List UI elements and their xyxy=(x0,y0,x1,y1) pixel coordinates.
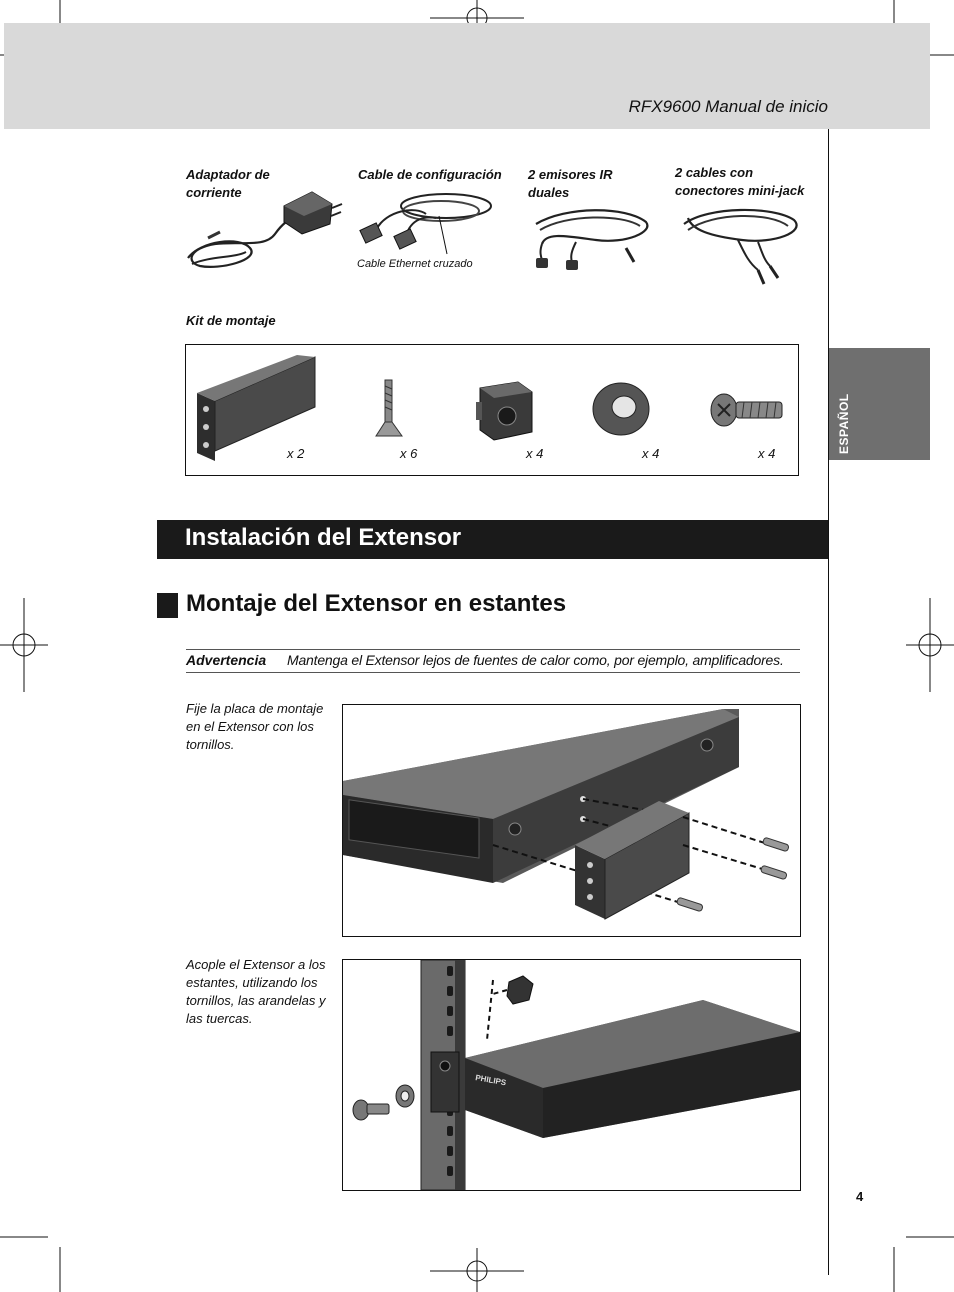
subsection-marker xyxy=(157,593,178,618)
flat-screw-icon xyxy=(374,378,404,440)
rack-drawing xyxy=(343,960,800,1190)
warning-label: Advertencia xyxy=(186,652,267,668)
cage-nut-icon xyxy=(474,378,536,442)
subsection-heading: Montaje del Extensor en estantes xyxy=(186,590,567,617)
power-adapter-icon xyxy=(180,186,350,276)
manual-title: RFX9600 Manual de inicio xyxy=(628,97,828,116)
kit-quantity: x 2 xyxy=(287,446,305,461)
step-caption: Fije la placa de montaje en el Extensor con los tornillos. xyxy=(186,701,324,752)
page-number: 4 xyxy=(856,1189,864,1204)
washer-icon xyxy=(590,378,652,440)
step-caption: Acople el Extensor a los estantes, utilizando los tornillos, las arandelas y las tuercas. xyxy=(186,957,326,1026)
bracket-attach-illustration xyxy=(342,704,801,937)
right-margin-rule xyxy=(828,129,829,1275)
rack-mount-illustration xyxy=(342,959,801,1191)
kit-quantity: x 4 xyxy=(526,446,544,461)
language-tab-label: ESPAÑOL xyxy=(837,393,851,454)
config-cable-icon xyxy=(356,186,501,256)
accessory-label: 2 emisores IR duales xyxy=(528,167,613,200)
accessory-label: Cable de configuración xyxy=(358,167,502,182)
extender-device-drawing xyxy=(343,705,800,936)
mini-jack-cable-icon xyxy=(678,204,808,290)
kit-quantity: x 4 xyxy=(642,446,660,461)
section-heading: Instalación del Extensor xyxy=(185,524,462,551)
device-brand: PHILIPS xyxy=(474,1073,507,1088)
kit-quantity: x 6 xyxy=(400,446,418,461)
ir-emitter-icon xyxy=(526,204,656,276)
warning-text: Mantenga el Extensor lejos de fuentes de calor como, por ejemplo, amplificadores. xyxy=(287,652,784,668)
pan-head-screw-icon xyxy=(706,388,786,432)
accessory-label: 2 cables con conectores mini-jack xyxy=(675,165,805,198)
divider xyxy=(186,649,800,650)
mounting-kit-title: Kit de montaje xyxy=(186,313,276,328)
section-heading-bar xyxy=(157,520,828,559)
language-side-tab xyxy=(829,348,930,460)
kit-quantity: x 4 xyxy=(758,446,776,461)
divider xyxy=(186,672,800,673)
accessory-note: Cable Ethernet cruzado xyxy=(357,258,473,270)
accessory-label: Adaptador de corriente xyxy=(186,167,270,200)
